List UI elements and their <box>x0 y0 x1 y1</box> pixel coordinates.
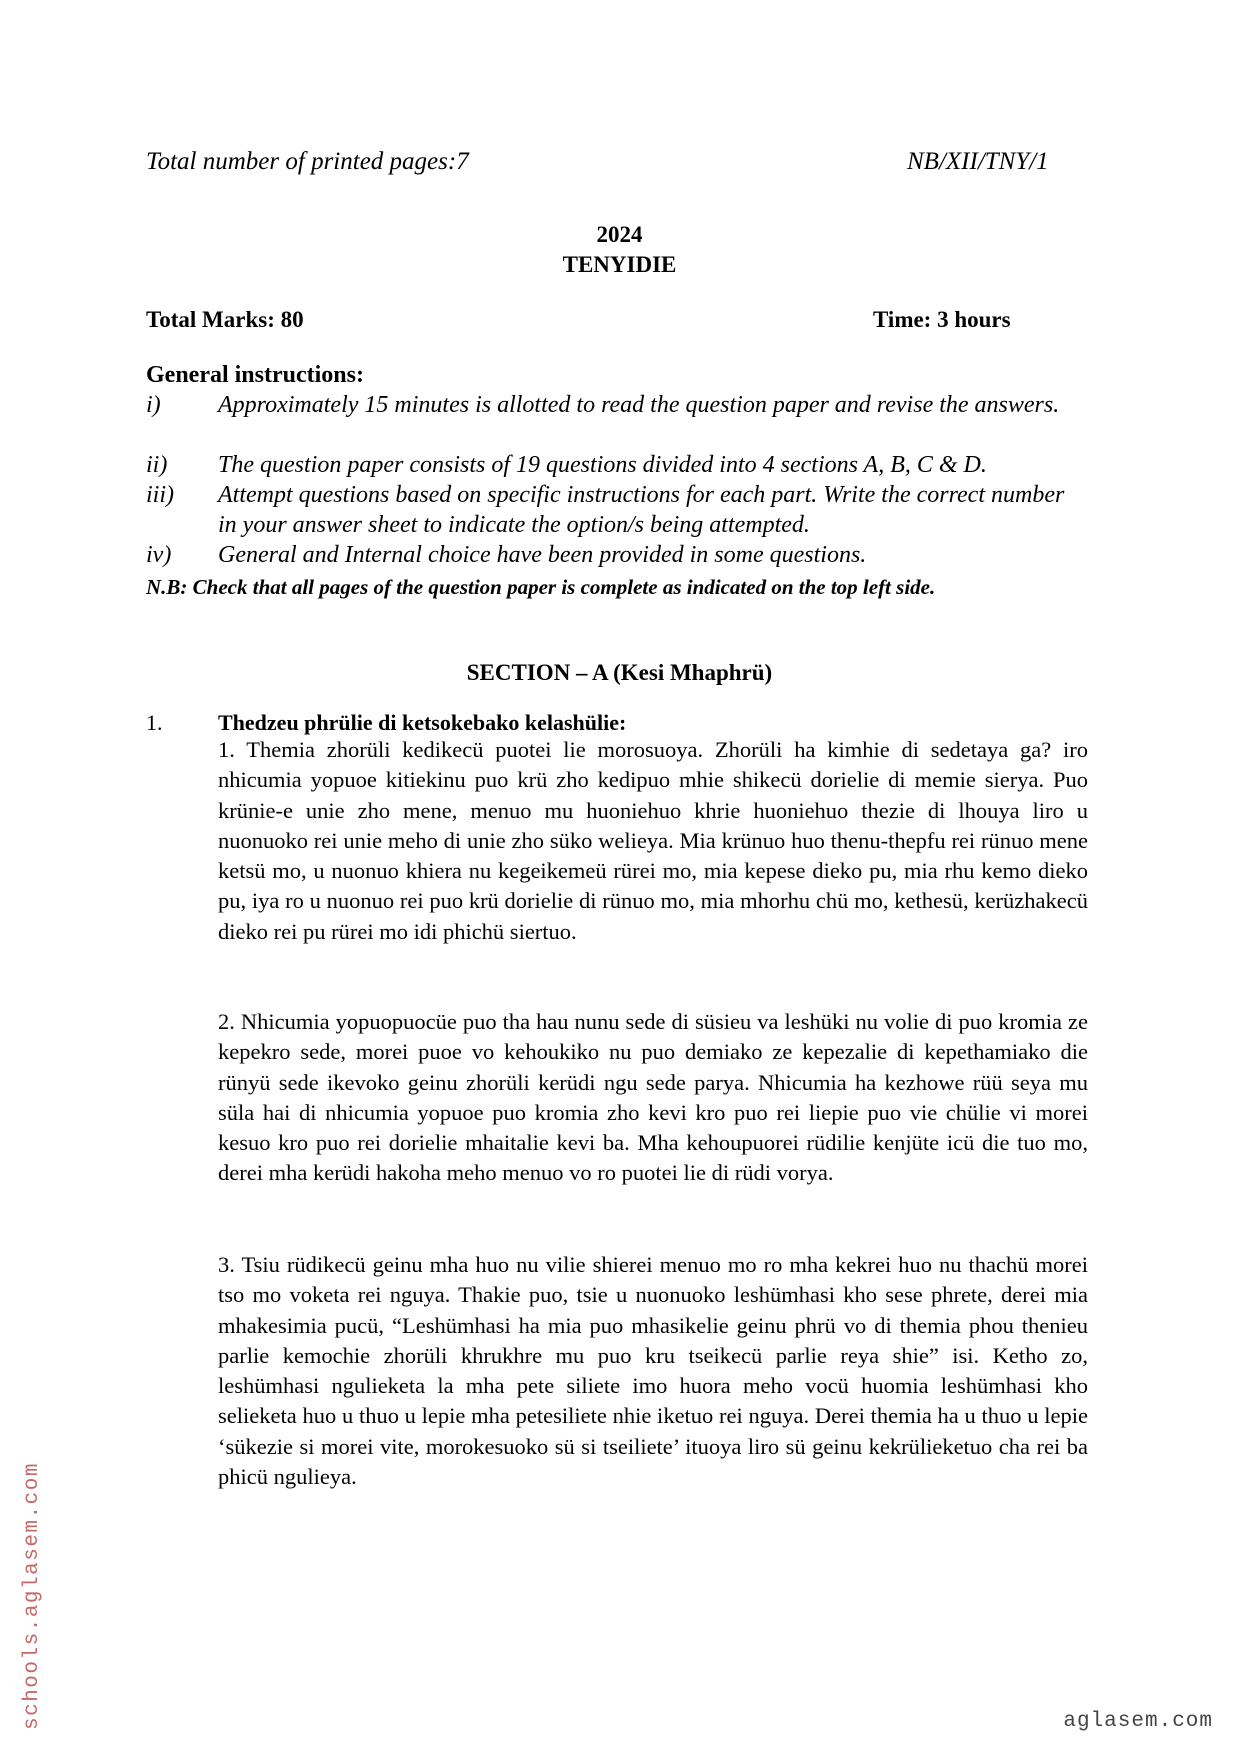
question-number: 1. <box>146 710 163 735</box>
nb-note: N.B: Check that all pages of the question paper is complete as indicated on the top left side. <box>146 575 936 599</box>
section-title: SECTION – A (Kesi Mhaphrü) <box>466 660 773 685</box>
instruction-item <box>146 390 1106 450</box>
instruction-text: The question paper consists of 19 questions divided into 4 sections A, B, C & D. <box>218 452 987 478</box>
side-watermark: schools.aglasem.com <box>21 1462 44 1730</box>
corner-watermark: aglasem.com <box>1063 1710 1213 1733</box>
instruction-item <box>146 480 1106 540</box>
instruction-number: iv) <box>146 542 172 568</box>
exam-year: 2024 <box>596 222 643 247</box>
instruction-item <box>146 450 1106 480</box>
instruction-item <box>146 540 1106 570</box>
passage-paragraph-1: 1. Themia zhorüli kedikecü puotei lie morosuoya. Zhorüli ha kimhie di sedetaya ga? iro nhicumia yopuoe kitiekinu puo krü zho kedipuo mhie shikecü dorielie di memie sierya. Puo krünie-e unie zho mene, menuo mu huoniehuo khrie huoniehuo thezie di lhouya liro u nuonuoko rei unie meho di unie zho süko welieya. Mia krünuo huo thenu-thepfu rei rünuo mene ketsü mo, u nuonuo khiera nu kegeikemeü rürei mo, mia kepese dieko pu, mia rhu kemo dieko pu, iya ro u nuonuo rei puo krü dorielie di rünuo mo, mia mhorhu chü mo, kethesü, kerüzhakecü dieko rei pu rürei mo idi phichü siertuo. <box>218 737 1088 944</box>
passage-paragraph-3: 3. Tsiu rüdikecü geinu mha huo nu vilie shierei menuo mo ro mha kekrei huo nu thachü morei tso mo voketa rei nguya. Thakie puo, tsie u nuonuoko leshümhasi kho sese phrete, derei mia mhakesimia pucü, “Leshümhasi ha mia puo mhasikelie geinu phrü vo di themia phou thenieu parlie kemochie zhorüli khrukhre mu puo kru tseikecü parlie reya shie” isi. Ketho zo, leshümhasi ngulieketa la mha pete siliete imo huora meho vocü huomia leshümhasi kho selieketa huo u thuo u lepie mha petesiliete nhie iketuo rei nguya. Derei themia ha u thuo u lepie ‘sükezie si morei vite, morokesuoko sü si tseiliete’ ituoya liro sü geinu kekrülieketuo cha rei ba phicü ngulieya. <box>218 1252 1088 1490</box>
instructions-title: General instructions: <box>146 362 364 388</box>
total-pages-note: Total number of printed pages:7 <box>146 148 469 175</box>
question-title: Thedzeu phrülie di ketsokebako kelashülie: <box>218 710 627 735</box>
paper-code: NB/XII/TNY/1 <box>907 148 1049 175</box>
instruction-number: ii) <box>146 452 168 478</box>
exam-subject: TENYIDIE <box>562 252 677 277</box>
instruction-number: i) <box>146 392 161 418</box>
instruction-text: Approximately 15 minutes is allotted to read the question paper and revise the answers. <box>218 392 1060 418</box>
instruction-text: Attempt questions based on specific instructions for each part. Write the correct number in your answer sheet to indicate the option/s being attempted. <box>218 482 1065 538</box>
exam-time: Time: 3 hours <box>873 307 1011 332</box>
passage-paragraph-2: 2. Nhicumia yopuopuocüe puo tha hau nunu sede di süsieu va leshüki nu volie di puo kromia ze kepekro sede, morei puoe vo kehoukiko nu puo demiako ze kepezalie di kepethamiako die rünyü sede ikevoko geinu zhorüli kerüdi ngu sede parya. Nhicumia ha kezhowe rüü seya mu süla hai di nhicumia yopuoe puo kromia zho kevi kro puo rei liepie puo vie chülie vi morei kesuo kro puo rei dorielie mhaitalie kevi ba. Mha kehoupuorei rüdilie kenjüte icü die tuo mo, derei mha kerüdi hakoha meho menuo vo ro puotei lie di rüdi vorya. <box>218 1009 1088 1186</box>
total-marks: Total Marks: 80 <box>146 307 304 332</box>
instruction-text: General and Internal choice have been provided in some questions. <box>218 542 867 568</box>
instruction-number: iii) <box>146 482 174 508</box>
